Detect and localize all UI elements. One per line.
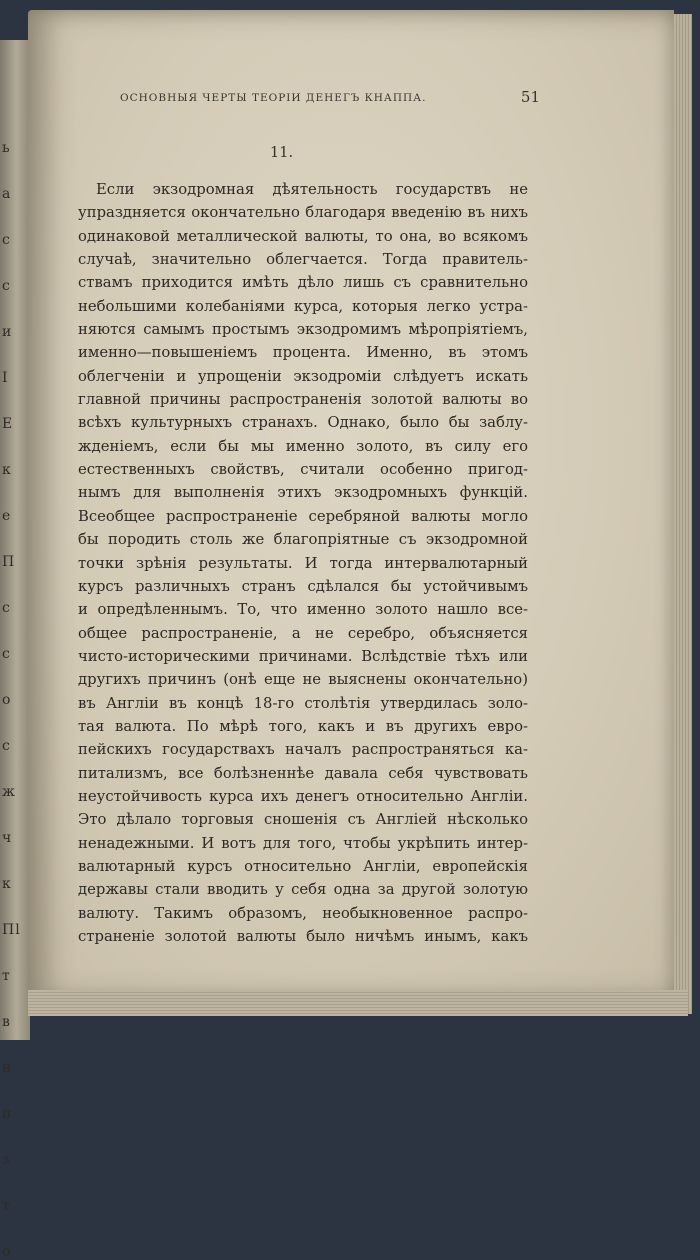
page-number: 51 bbox=[520, 88, 540, 106]
facing-page-fragment: с bbox=[2, 600, 11, 616]
facing-page-fragment: с bbox=[2, 232, 11, 248]
facing-page-fragment: Е bbox=[2, 416, 14, 432]
page-header bbox=[120, 88, 540, 110]
text-line: чисто-историческими причинами. Вслѣдствіе тѣхъ или bbox=[78, 647, 528, 665]
text-line: няются самымъ простымъ экзодромимъ мѣропріятіемъ, bbox=[78, 321, 528, 339]
facing-page-fragment: п bbox=[2, 1106, 13, 1122]
text-line: всѣхъ культурныхъ странахъ. Однако, было бы заблу- bbox=[78, 414, 528, 432]
facing-page-fragment: с bbox=[2, 646, 11, 662]
facing-page-fragment: с bbox=[2, 738, 11, 754]
text-line: неустойчивость курса ихъ денегъ относительно Англіи. bbox=[78, 787, 528, 805]
facing-page-fragment: ь bbox=[2, 140, 11, 156]
facing-page-fragment: к bbox=[2, 876, 12, 892]
facing-page-fragment: П bbox=[2, 554, 16, 570]
facing-page-fragment: н bbox=[2, 1060, 13, 1076]
text-line: упраздняется окончательно благодаря введенію въ нихъ bbox=[78, 204, 528, 222]
facing-page-fragment: Пl bbox=[2, 922, 21, 938]
text-line: ненадежными. И вотъ для того, чтобы укрѣпить интер- bbox=[78, 834, 528, 852]
text-line: одинаковой металлической валюты, то она, во всякомъ bbox=[78, 227, 528, 245]
text-line: Всеобщее распространеніе серебряной валюты могло bbox=[78, 507, 528, 525]
text-line: жденіемъ, если бы мы именно золото, въ силу его bbox=[78, 437, 528, 455]
text-line: именно—повышеніемъ процента. Именно, въ этомъ bbox=[78, 344, 528, 362]
facing-page-fragment: в bbox=[2, 1014, 11, 1030]
text-line: общее распространеніе, а не серебро, объясняется bbox=[78, 624, 528, 642]
facing-page-fragment: ч bbox=[2, 830, 13, 846]
facing-page-fragment: о bbox=[2, 1244, 12, 1260]
text-line: пейскихъ государствахъ началъ распространяться ка- bbox=[78, 741, 528, 759]
text-line: главной причины распространенія золотой валюты во bbox=[78, 391, 528, 409]
body-text bbox=[78, 178, 528, 948]
text-line: питализмъ, все болѣзненнѣе давала себя чувствовать bbox=[78, 764, 528, 782]
text-line: естественныхъ свойствъ, считали особенно пригод- bbox=[78, 461, 528, 479]
text-line: валютарный курсъ относительно Англіи, европейскія bbox=[78, 857, 528, 875]
facing-page-fragment: з bbox=[2, 1152, 11, 1168]
facing-page-fragment: е bbox=[2, 508, 12, 524]
text-line: точки зрѣнія результаты. И тогда интервалютарный bbox=[78, 554, 528, 572]
text-line: въ Англіи въ концѣ 18-го столѣтія утвердилась золо- bbox=[78, 694, 528, 712]
text-line: нымъ для выполненія этихъ экзодромныхъ функцій. bbox=[78, 484, 528, 502]
page-block-bottom bbox=[28, 990, 688, 1016]
page-block-edge bbox=[674, 14, 692, 1014]
facing-page-fragment: т bbox=[2, 1198, 11, 1214]
text-line: другихъ причинъ (онѣ еще не выяснены окончательно) bbox=[78, 671, 528, 689]
facing-page-fragment: о bbox=[2, 692, 12, 708]
facing-page-fragment: и bbox=[2, 324, 13, 340]
facing-page-edge bbox=[0, 40, 30, 1260]
facing-page-text-fragments bbox=[2, 140, 28, 1260]
section-number: 11. bbox=[270, 145, 294, 161]
text-line: валюту. Такимъ образомъ, необыкновенное распро- bbox=[78, 904, 528, 922]
text-line: Это дѣлало торговыя сношенія съ Англіей нѣсколько bbox=[78, 811, 528, 829]
text-line: державы стали вводить у себя одна за другой золотую bbox=[78, 881, 528, 899]
facing-page-fragment: а bbox=[2, 186, 12, 202]
facing-page-fragment: с bbox=[2, 278, 11, 294]
text-line: бы породить столь же благопріятные съ экзодромной bbox=[78, 531, 528, 549]
text-line: Если экзодромная дѣятельность государствъ не bbox=[96, 181, 528, 198]
text-line: случаѣ, значительно облегчается. Тогда правитель- bbox=[78, 251, 528, 269]
running-head: ОСНОВНЫЯ ЧЕРТЫ ТЕОРІИ ДЕНЕГЪ КНАППА. bbox=[120, 92, 427, 104]
text-line: тая валюта. По мѣрѣ того, какъ и въ другихъ евро- bbox=[78, 717, 528, 735]
facing-page-fragment: І bbox=[2, 370, 9, 386]
facing-page-fragment: ж bbox=[2, 784, 16, 800]
text-line: ствамъ приходится имѣть дѣло лишь съ сравнительно bbox=[78, 274, 528, 292]
facing-page-fragment: к bbox=[2, 462, 12, 478]
facing-page-fragment: т bbox=[2, 968, 11, 984]
text-line: страненіе золотой валюты было ничѣмъ инымъ, какъ bbox=[78, 928, 528, 945]
text-line: облегченіи и упрощеніи экзодроміи слѣдуетъ искать bbox=[78, 367, 528, 385]
text-line: и опредѣленнымъ. То, что именно золото нашло все- bbox=[78, 601, 528, 619]
text-line: небольшими колебаніями курса, которыя легко устра- bbox=[78, 297, 528, 315]
text-line: курсъ различныхъ странъ сдѣлался бы устойчивымъ bbox=[78, 577, 528, 595]
